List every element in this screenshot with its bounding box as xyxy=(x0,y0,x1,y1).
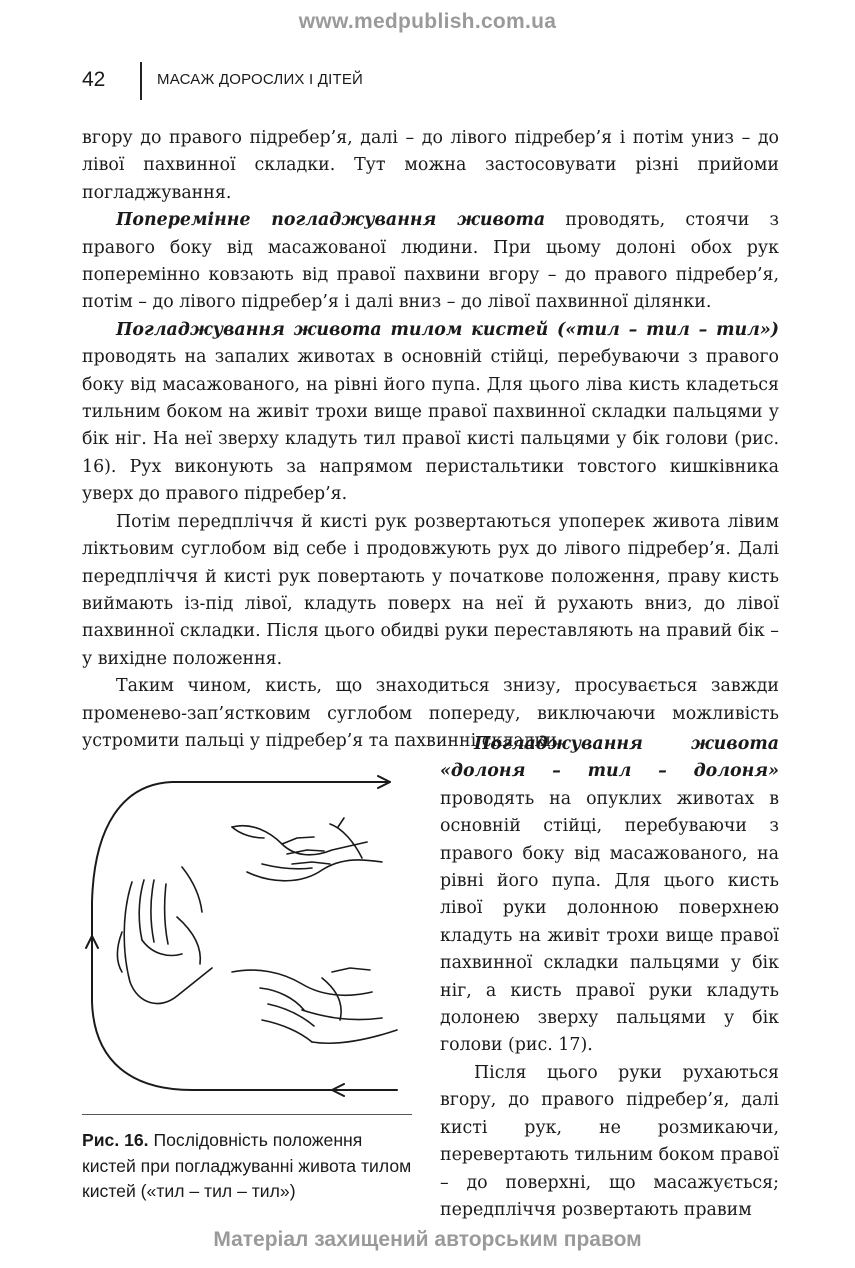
paragraph-6 xyxy=(440,731,779,1060)
paragraph-6-heading: Погладжування живота «долоня – тил – долоня» xyxy=(440,734,779,782)
paragraph-1: вгору до правого підребер’я, далі – до лівого підребер’я і потім униз – до лівої пахвинної складки. Тут можна застосовувати різні прийоми погладжування. xyxy=(82,128,779,203)
copyright-notice: Матеріал захищений авторським правом xyxy=(213,1228,642,1251)
paragraph-5: Таким чином, кисть, що знаходиться знизу, просувається завжди променево-зап’ястковим суглобом попереду, виключаючи можливість устромити пальці у підребер’я та пахвинні складки. xyxy=(82,676,779,751)
figure-16-illustration xyxy=(82,772,412,1097)
paragraph-3-text: проводять на запалих животах в основній стійці, перебуваючи з правого боку від масажованого, на рівні його пупа. Для цього ліва кисть кладеться тильним боком на живіт трохи вище правої пахвинної складки пальцями у бік ніг. На неї зверху кладуть тил правої кисті пальцями у бік голови (рис. 16). Рух виконують за напрямом перистальтики товстого кишківника уверх до правого підребер’я. xyxy=(82,347,779,505)
body-text xyxy=(82,125,779,755)
running-title: МАСАЖ ДОРОСЛИХ І ДІТЕЙ xyxy=(157,71,364,88)
header-divider xyxy=(140,62,142,100)
paragraph-7: Після цього руки рухаються вгору, до правого підребер’я, далі кисті рук, не розмикаючи, перевертають тильним боком правої – до поверхні, що масажується; передпліччя розвертають правим xyxy=(440,1062,779,1220)
page-number: 42 xyxy=(82,68,106,91)
paragraph-2-text: проводять, стоячи з правого боку від масажованої людини. При цьому долоні обох рук поперемінно ковзають від правої пахвини вгору – до правого підребер’я, потім – до лівого підребер’я і далі вниз – до лівої пахвинної ділянки. xyxy=(82,210,779,313)
hands-left-middle xyxy=(118,867,213,1004)
figure-rule xyxy=(82,1114,412,1115)
paragraph-3-heading: Погладжування живота тилом кистей («тил – тил – тил») xyxy=(116,319,779,340)
hands-lower-right xyxy=(232,968,397,1043)
caption-text: Послідовність положення кистей при погладжуванні живота тилом кистей («тил – тил – тил») xyxy=(82,1130,412,1201)
paragraph-2 xyxy=(82,207,779,317)
figure-caption xyxy=(82,1128,414,1205)
paragraph-6-text: проводять на опуклих животах в основній стійці, перебуваючи з правого боку від масажованого, на рівні його пупа. Для цього кисть лівої руки долонною поверхнею кладуть на живіт трохи вище правої пахвинної складки пальцями у бік ніг, а кисть правої руки кладуть долонею зверху пальцями у бік голови (рис. 17). xyxy=(440,788,779,1056)
caption-label: Рис. 16. xyxy=(82,1130,149,1150)
hands-upper-right xyxy=(232,818,382,881)
side-column-text xyxy=(440,731,779,1224)
site-url: www.medpublish.com.ua xyxy=(298,10,557,33)
paragraph-4: Потім передпліччя й кисті рук розвертаються упоперек живота лівим ліктьовим суглобом від себе і продовжують рух до лівого підребер’я. Далі передпліччя й кисті рук повертають у початкове положення, праву кисть виймають із-під лівої, кладуть поверх на неї й рухають вниз, до лівої пахвинної складки. Після цього обидві руки переставляють на правий бік – у вихідне положення. xyxy=(82,511,779,669)
paragraph-2-heading: Поперемінне погладжування живота xyxy=(116,210,546,231)
paragraph-3 xyxy=(82,317,779,509)
circulation-arrow xyxy=(86,776,397,1096)
